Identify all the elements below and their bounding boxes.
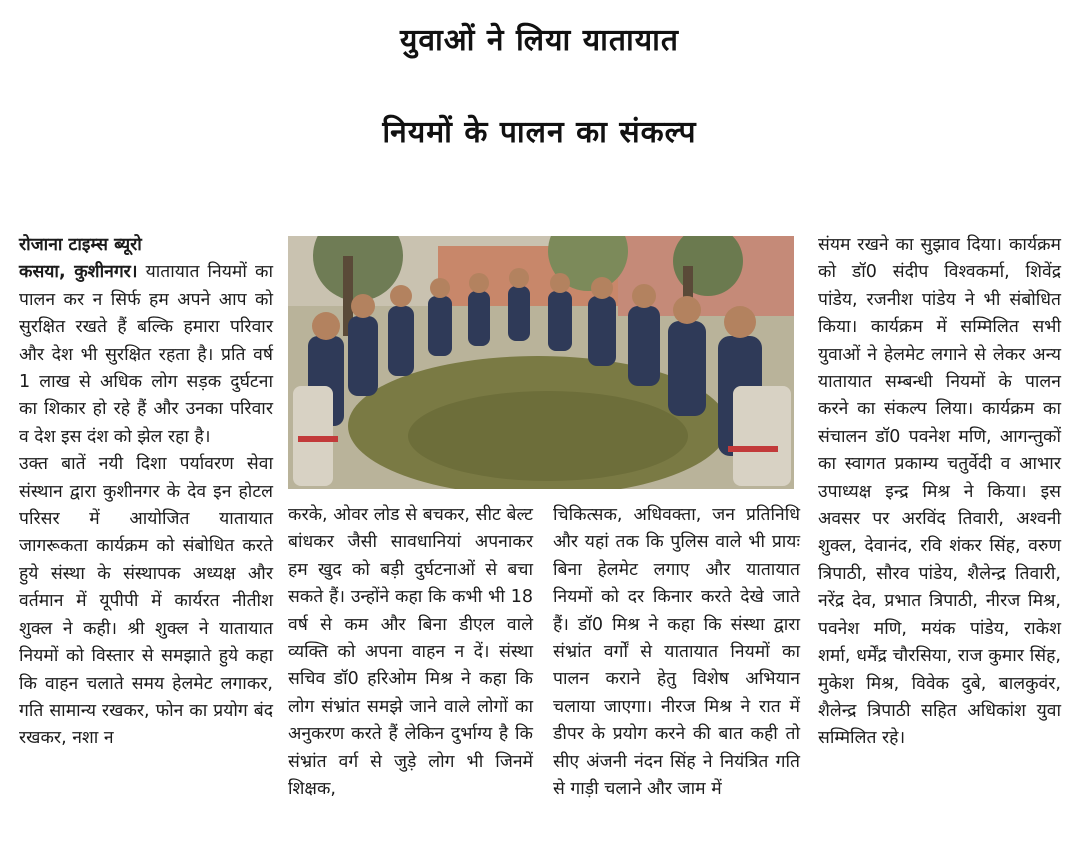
event-photo xyxy=(288,236,794,489)
paragraph-body: उक्त बातें नयी दिशा पर्यावरण सेवा संस्थान द्वारा कुशीनगर के देव इन होटल परिसर में आयोजित यातायात जागरूकता कार्यक्रम को संबोधित करते हुये संस्था के संस्थापक अध्यक्ष और वर्तमान में यूपीपी में कार्यरत नीतीश शुक्ल ने कही। श्री शुक्ल ने यातायात नियमों को विस्तार से समझाते हुये कहा कि वाहन चलाते समय हेलमेट लगाकर, गति सामान्य रखकर, फोन का प्रयोग बंद रखकर, नशा न xyxy=(19,454,273,749)
paragraph-col3: चिकित्सक, अधिवक्ता, जन प्रतिनिधि और यहां तक कि पुलिस वाले भी प्रायः बिना हेलमेट लगाए और यातायात नियमों को दर किनार करते देखे जाते हैं। डॉ0 मिश्र ने कहा कि संस्था द्वारा संभ्रांत वर्गों से यातायात नियमों का पालन कराने हेतु विशेष अभियान चलाया जाएगा। नीरज मिश्र ने रात में डीपर के प्रयोग करने की बात कही तो सीए अंजनी नंदन सिंह ने नियंत्रित गति से गाड़ी चलाने और जाम में xyxy=(553,505,800,800)
byline: रोजाना टाइम्स ब्यूरो xyxy=(19,235,142,255)
article-column-3 xyxy=(553,502,800,803)
article-column-4 xyxy=(818,232,1061,753)
article-column-2 xyxy=(288,502,533,803)
article-column-1 xyxy=(19,232,273,753)
headline-line-2: नियमों के पालन का संकल्प xyxy=(382,115,697,150)
paragraph-col4: संयम रखने का सुझाव दिया। कार्यक्रम को डॉ0 संदीप विश्वकर्मा, शिवेंद्र पांडेय, रजनीश पांडेय ने भी संबोधित किया। कार्यक्रम में सम्मिलित सभी युवाओं ने हेलमेट लगाने से लेकर अन्य यातायात सम्बन्धी नियमों के पालन करने का संकल्प लिया। कार्यक्रम का संचालन डॉ0 पवनेश मणि, आगन्तुकों का स्वागत प्रकाम्य चतुर्वेदी व आभार उपाध्यक्ष इन्द्र मिश्र ने किया। इस अवसर पर अरविंद तिवारी, अश्वनी शुक्ल, देवानंद, रवि शंकर सिंह, वरुण त्रिपाठी, सौरव पांडेय, शैलेन्द्र तिवारी, नरेंद्र देव, प्रभात त्रिपाठी, नीरज मिश्र, पवनेश मणि, मयंक पांडेय, राकेश शर्मा, धर्मेंद्र चौरसिया, राज कुमार सिंह, मुकेश मिश्र, विवेक दुबे, बालकुवंर, शैलेन्द्र त्रिपाठी सहित अधिकांश युवा सम्मिलित रहे। xyxy=(818,235,1061,749)
paragraph-intro: यातायात नियमों का पालन कर न सिर्फ हम अपने आप को सुरक्षित रखते हैं बल्कि हमारा परिवार और देश भी सुरक्षित रहता है। प्रति वर्ष 1 लाख से अधिक लोग सड़क दुर्घटना का शिकार हो रहे हैं और उनका परिवार व देश इस दंश को झेल रहा है। xyxy=(19,262,273,447)
paragraph-col2: करके, ओवर लोड से बचकर, सीट बेल्ट बांधकर जैसी सावधानियां अपनाकर हम खुद को बड़ी दुर्घटनाओं से बचा सकते हैं। उन्होंने कहा कि कभी भी 18 वर्ष से कम और बिना डीएल वाले व्यक्ति को अपना वाहन न दें। संस्था सचिव डॉ0 हरिओम मिश्र ने कहा कि लोग संभ्रांत समझे जाने वाले लोगों का अनुकरण करते हैं लेकिन दुर्भाग्य है कि संभ्रांत वर्ग से जुड़े लोग भी जिनमें शिक्षक, xyxy=(288,505,533,800)
photo-illustration xyxy=(288,236,794,489)
dateline: कसया, कुशीनगर। xyxy=(19,262,138,283)
headline-line-1: युवाओं ने लिया यातायात xyxy=(399,23,680,58)
